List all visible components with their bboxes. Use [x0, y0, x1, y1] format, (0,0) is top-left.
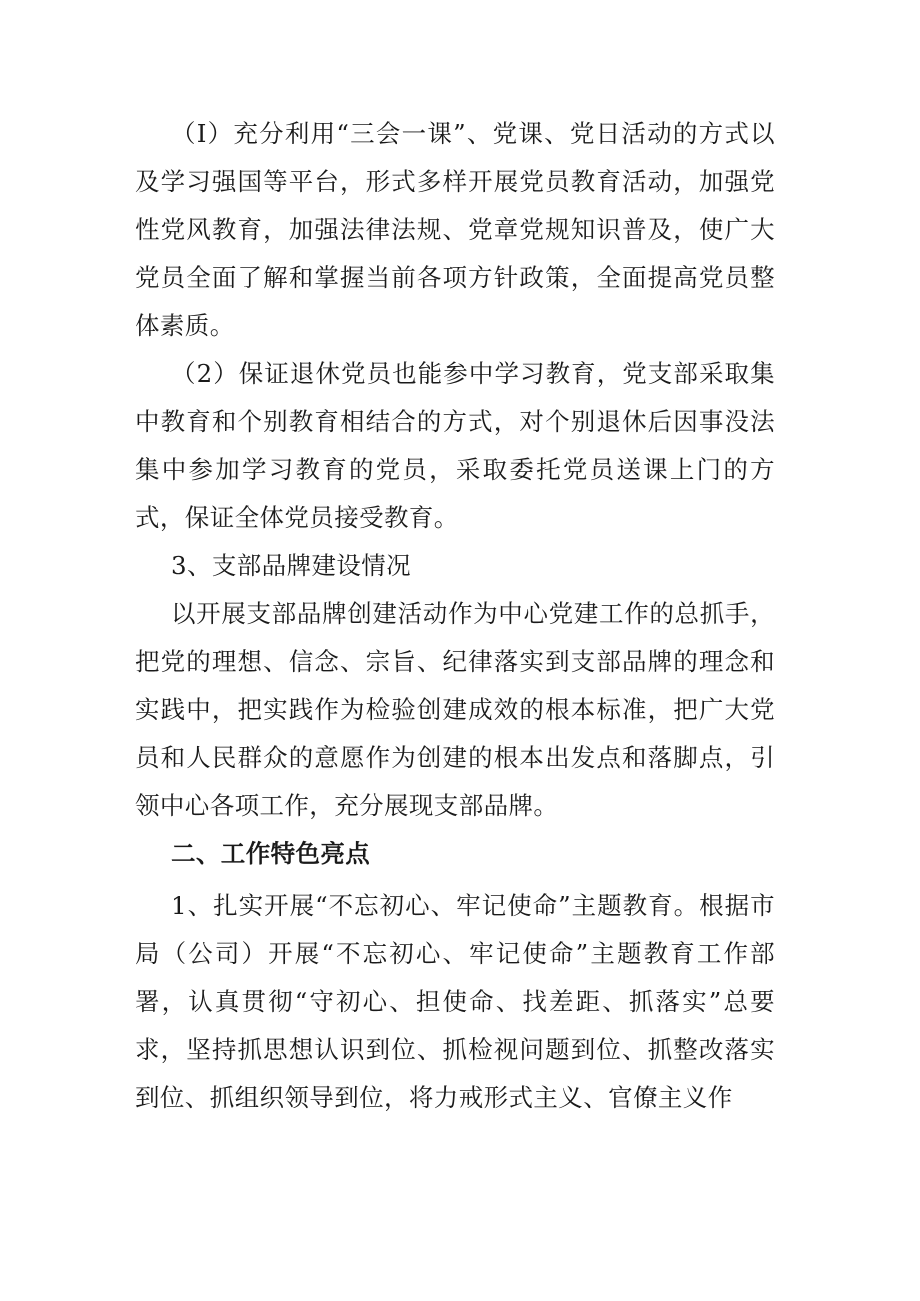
paragraph-theme-education: 1、扎实开展“不忘初心、牢记使命”主题教育。根据市局（公司）开展“不忘初心、牢记使命”主题教育工作部署，认真贯彻“守初心、担使命、找差距、抓落实”总要求，坚持抓思想认识到位、抓检视问题到位、抓整改落实到位、抓组织领导到位，将力戒形式主义、官僚主义作 [135, 891, 775, 1112]
document-page [135, 110, 775, 1122]
section-heading-work-highlights: 二、工作特色亮点 [171, 839, 371, 868]
paragraph-study-platforms: （I）充分利用“三会一课”、党课、党日活动的方式以及学习强国等平台，形式多样开展党员教育活动，加强党性党风教育，加强法律法规、党章党规知识普及，使广大党员全面了解和掌握当前各项方针政策，全面提高党员整体素质。 [135, 119, 775, 340]
paragraph-retired-members-education: （2）保证退休党员也能参中学习教育，党支部采取集中教育和个别教育相结合的方式，对个别退休后因事没法集中参加学习教育的党员，采取委托党员送课上门的方式，保证全体党员接受教育。 [135, 359, 775, 532]
paragraph-branch-brand: 以开展支部品牌创建活动作为中心党建工作的总抓手，把党的理想、信念、宗旨、纪律落实到支部品牌的理念和实践中，把实践作为检验创建成效的根本标准，把广大党员和人民群众的意愿作为创建的根本出发点和落脚点，引领中心各项工作，充分展现支部品牌。 [135, 599, 775, 820]
subheading-branch-brand: 3、支部品牌建设情况 [171, 551, 412, 580]
